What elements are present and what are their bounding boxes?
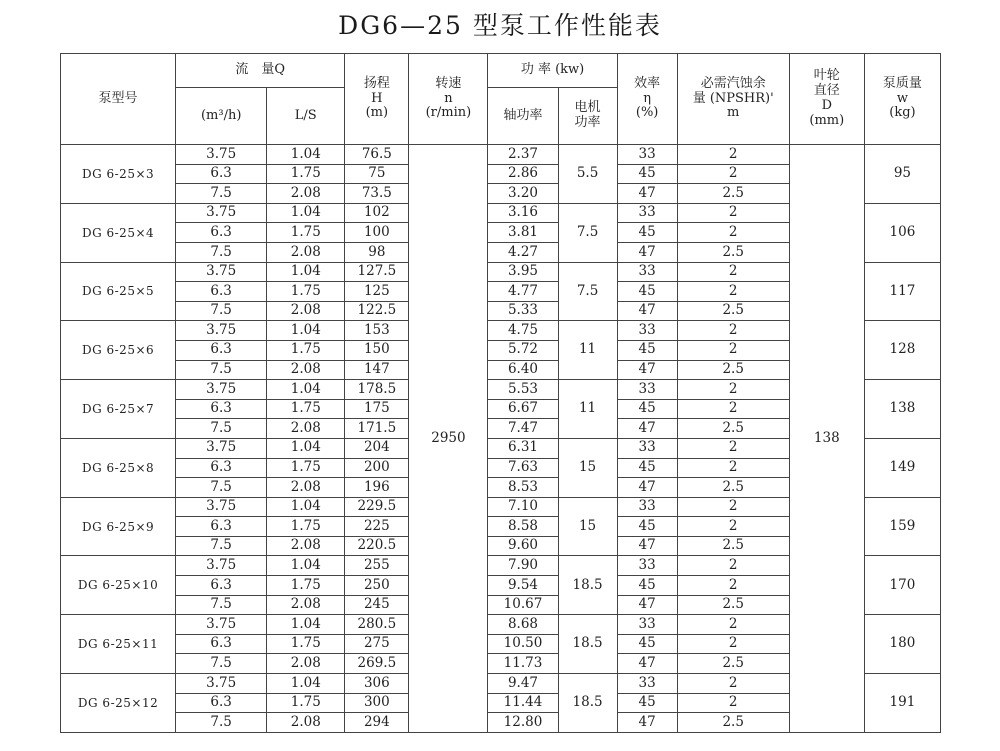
npsh-cell: 2 (677, 203, 789, 223)
efficiency-cell: 33 (617, 145, 677, 165)
npsh-cell: 2.5 (677, 242, 789, 262)
shaft-power-cell: 7.63 (488, 458, 558, 478)
header-mass (864, 54, 940, 145)
motor-power-cell: 15 (558, 438, 617, 497)
efficiency-cell: 45 (617, 164, 677, 184)
head-cell: 300 (345, 693, 409, 713)
npsh-cell: 2 (677, 438, 789, 458)
npsh-cell: 2 (677, 517, 789, 537)
flow-m3h-cell: 3.75 (176, 556, 267, 576)
mass-cell: 170 (864, 556, 940, 615)
mass-cell: 159 (864, 497, 940, 556)
efficiency-cell: 45 (617, 634, 677, 654)
npsh-cell: 2.5 (677, 419, 789, 439)
head-cell: 76.5 (345, 145, 409, 165)
npsh-cell: 2 (677, 340, 789, 360)
flow-ls-cell: 1.04 (267, 497, 345, 517)
efficiency-cell: 33 (617, 556, 677, 576)
npsh-cell: 2 (677, 321, 789, 341)
flow-m3h-cell: 7.5 (176, 242, 267, 262)
npsh-cell: 2 (677, 576, 789, 596)
shaft-power-cell: 2.86 (488, 164, 558, 184)
npsh-cell: 2.5 (677, 536, 789, 556)
npsh-cell: 2 (677, 282, 789, 302)
flow-ls-cell: 1.04 (267, 674, 345, 694)
header-efficiency (617, 54, 677, 145)
flow-ls-cell: 1.75 (267, 634, 345, 654)
flow-ls-cell: 1.04 (267, 321, 345, 341)
head-cell: 127.5 (345, 262, 409, 282)
motor-power-cell: 15 (558, 497, 617, 556)
header-power: 功 率 (kw) (488, 54, 617, 88)
header-npsh-line3: m (727, 105, 740, 121)
head-cell: 250 (345, 576, 409, 596)
shaft-power-cell: 11.44 (488, 693, 558, 713)
flow-m3h-cell: 6.3 (176, 693, 267, 713)
flow-ls-cell: 2.08 (267, 536, 345, 556)
header-efficiency-line2: η (643, 90, 652, 106)
head-cell: 200 (345, 458, 409, 478)
efficiency-cell: 33 (617, 497, 677, 517)
mass-cell: 128 (864, 321, 940, 380)
header-impeller-line2: 直径 (813, 83, 840, 99)
motor-power-cell: 11 (558, 380, 617, 439)
npsh-cell: 2 (677, 145, 789, 165)
head-cell: 294 (345, 713, 409, 733)
header-head (345, 54, 409, 145)
shaft-power-cell: 4.77 (488, 282, 558, 302)
flow-m3h-cell: 3.75 (176, 145, 267, 165)
efficiency-cell: 45 (617, 340, 677, 360)
head-cell: 245 (345, 595, 409, 615)
shaft-power-cell: 6.67 (488, 399, 558, 419)
header-head-line1: 扬程 (363, 75, 390, 91)
npsh-cell: 2 (677, 262, 789, 282)
shaft-power-cell: 5.33 (488, 301, 558, 321)
flow-m3h-cell: 6.3 (176, 458, 267, 478)
header-flow-ls: L/S (267, 88, 345, 145)
npsh-cell: 2 (677, 458, 789, 478)
header-mass-line1: 泵质量 (882, 75, 922, 91)
shaft-power-cell: 7.90 (488, 556, 558, 576)
flow-ls-cell: 1.75 (267, 517, 345, 537)
mass-cell: 191 (864, 674, 940, 733)
shaft-power-cell: 7.47 (488, 419, 558, 439)
header-head-line3: (m) (365, 105, 389, 121)
mass-cell: 106 (864, 203, 940, 262)
flow-m3h-cell: 3.75 (176, 674, 267, 694)
head-cell: 73.5 (345, 184, 409, 204)
head-cell: 196 (345, 478, 409, 498)
flow-ls-cell: 1.04 (267, 145, 345, 165)
shaft-power-cell: 8.68 (488, 615, 558, 635)
mass-cell: 149 (864, 438, 940, 497)
efficiency-cell: 45 (617, 282, 677, 302)
flow-ls-cell: 1.04 (267, 615, 345, 635)
flow-m3h-cell: 7.5 (176, 595, 267, 615)
mass-cell: 180 (864, 615, 940, 674)
npsh-cell: 2.5 (677, 301, 789, 321)
efficiency-cell: 47 (617, 184, 677, 204)
head-cell: 306 (345, 674, 409, 694)
efficiency-cell: 47 (617, 478, 677, 498)
header-speed-line2: n (444, 90, 453, 106)
header-flow: 流 量Q (176, 54, 345, 88)
head-cell: 269.5 (345, 654, 409, 674)
header-npsh-line1: 必需汽蚀余 (700, 75, 766, 91)
head-cell: 220.5 (345, 536, 409, 556)
model-cell: DG 6-25×11 (61, 615, 176, 674)
model-cell: DG 6-25×6 (61, 321, 176, 380)
header-npsh-line2: 量 (NPSHR)' (692, 90, 774, 106)
efficiency-cell: 47 (617, 595, 677, 615)
header-npsh (677, 54, 789, 145)
efficiency-cell: 47 (617, 242, 677, 262)
flow-m3h-cell: 6.3 (176, 399, 267, 419)
flow-ls-cell: 2.08 (267, 419, 345, 439)
flow-m3h-cell: 6.3 (176, 223, 267, 243)
page-title: DG6—25 型泵工作性能表 (338, 11, 662, 40)
flow-m3h-cell: 7.5 (176, 184, 267, 204)
flow-m3h-cell: 3.75 (176, 321, 267, 341)
model-cell: DG 6-25×3 (61, 145, 176, 204)
head-cell: 150 (345, 340, 409, 360)
flow-m3h-cell: 3.75 (176, 438, 267, 458)
motor-power-cell: 5.5 (558, 145, 617, 204)
efficiency-cell: 47 (617, 713, 677, 733)
flow-m3h-cell: 6.3 (176, 282, 267, 302)
flow-m3h-cell: 7.5 (176, 360, 267, 380)
npsh-cell: 2 (677, 399, 789, 419)
head-cell: 255 (345, 556, 409, 576)
impeller-cell: 138 (789, 145, 864, 733)
model-cell: DG 6-25×7 (61, 380, 176, 439)
mass-cell: 95 (864, 145, 940, 204)
header-motor-power-line1: 电机 (574, 100, 601, 116)
flow-ls-cell: 1.04 (267, 380, 345, 400)
mass-cell: 138 (864, 380, 940, 439)
header-flow-m3h: (m³/h) (176, 88, 267, 145)
head-cell: 175 (345, 399, 409, 419)
flow-m3h-cell: 6.3 (176, 517, 267, 537)
flow-ls-cell: 1.04 (267, 262, 345, 282)
shaft-power-cell: 3.20 (488, 184, 558, 204)
header-impeller (789, 54, 864, 145)
flow-ls-cell: 2.08 (267, 654, 345, 674)
head-cell: 147 (345, 360, 409, 380)
table-body (61, 145, 941, 733)
flow-ls-cell: 1.75 (267, 282, 345, 302)
motor-power-cell: 11 (558, 321, 617, 380)
flow-m3h-cell: 7.5 (176, 419, 267, 439)
flow-m3h-cell: 3.75 (176, 262, 267, 282)
flow-m3h-cell: 3.75 (176, 497, 267, 517)
efficiency-cell: 47 (617, 419, 677, 439)
head-cell: 171.5 (345, 419, 409, 439)
flow-m3h-cell: 7.5 (176, 301, 267, 321)
shaft-power-cell: 3.16 (488, 203, 558, 223)
shaft-power-cell: 5.72 (488, 340, 558, 360)
efficiency-cell: 33 (617, 380, 677, 400)
shaft-power-cell: 3.81 (488, 223, 558, 243)
efficiency-cell: 45 (617, 223, 677, 243)
header-impeller-line4: (mm) (809, 112, 845, 128)
flow-ls-cell: 1.75 (267, 223, 345, 243)
header-speed (409, 54, 488, 145)
model-cell: DG 6-25×8 (61, 438, 176, 497)
head-cell: 125 (345, 282, 409, 302)
shaft-power-cell: 10.67 (488, 595, 558, 615)
head-cell: 98 (345, 242, 409, 262)
efficiency-cell: 33 (617, 321, 677, 341)
head-cell: 225 (345, 517, 409, 537)
npsh-cell: 2 (677, 164, 789, 184)
npsh-cell: 2 (677, 674, 789, 694)
head-cell: 102 (345, 203, 409, 223)
npsh-cell: 2 (677, 380, 789, 400)
head-cell: 153 (345, 321, 409, 341)
head-cell: 280.5 (345, 615, 409, 635)
head-cell: 75 (345, 164, 409, 184)
npsh-cell: 2.5 (677, 713, 789, 733)
efficiency-cell: 45 (617, 517, 677, 537)
shaft-power-cell: 8.58 (488, 517, 558, 537)
shaft-power-cell: 10.50 (488, 634, 558, 654)
header-speed-line3: (r/min) (425, 105, 472, 121)
flow-ls-cell: 1.75 (267, 340, 345, 360)
header-speed-line1: 转速 (435, 75, 462, 91)
motor-power-cell: 18.5 (558, 615, 617, 674)
flow-ls-cell: 2.08 (267, 360, 345, 380)
header-mass-line2: w (896, 90, 908, 106)
npsh-cell: 2 (677, 556, 789, 576)
flow-ls-cell: 2.08 (267, 184, 345, 204)
shaft-power-cell: 9.60 (488, 536, 558, 556)
efficiency-cell: 45 (617, 576, 677, 596)
efficiency-cell: 45 (617, 399, 677, 419)
flow-m3h-cell: 3.75 (176, 615, 267, 635)
motor-power-cell: 18.5 (558, 556, 617, 615)
efficiency-cell: 33 (617, 674, 677, 694)
efficiency-cell: 33 (617, 262, 677, 282)
npsh-cell: 2 (677, 615, 789, 635)
efficiency-cell: 45 (617, 693, 677, 713)
performance-table (60, 53, 941, 733)
header-head-line2: H (371, 90, 383, 106)
head-cell: 122.5 (345, 301, 409, 321)
model-cell: DG 6-25×4 (61, 203, 176, 262)
flow-m3h-cell: 3.75 (176, 380, 267, 400)
npsh-cell: 2.5 (677, 654, 789, 674)
flow-m3h-cell: 7.5 (176, 713, 267, 733)
flow-ls-cell: 1.75 (267, 693, 345, 713)
header-impeller-line3: D (821, 98, 833, 113)
motor-power-cell: 18.5 (558, 674, 617, 733)
efficiency-cell: 47 (617, 654, 677, 674)
shaft-power-cell: 5.53 (488, 380, 558, 400)
mass-cell: 117 (864, 262, 940, 321)
header-impeller-line1: 叶轮 (813, 68, 840, 84)
head-cell: 229.5 (345, 497, 409, 517)
shaft-power-cell: 4.27 (488, 242, 558, 262)
table-row (61, 145, 941, 165)
efficiency-cell: 47 (617, 301, 677, 321)
motor-power-cell: 7.5 (558, 203, 617, 262)
npsh-cell: 2.5 (677, 184, 789, 204)
flow-ls-cell: 2.08 (267, 478, 345, 498)
npsh-cell: 2 (677, 693, 789, 713)
model-cell: DG 6-25×9 (61, 497, 176, 556)
head-cell: 275 (345, 634, 409, 654)
header-mass-line3: (kg) (889, 105, 916, 121)
shaft-power-cell: 4.75 (488, 321, 558, 341)
head-cell: 204 (345, 438, 409, 458)
shaft-power-cell: 2.37 (488, 145, 558, 165)
shaft-power-cell: 11.73 (488, 654, 558, 674)
shaft-power-cell: 12.80 (488, 713, 558, 733)
shaft-power-cell: 9.54 (488, 576, 558, 596)
flow-m3h-cell: 7.5 (176, 536, 267, 556)
header-motor-power (558, 88, 617, 145)
model-cell: DG 6-25×5 (61, 262, 176, 321)
flow-ls-cell: 2.08 (267, 242, 345, 262)
flow-ls-cell: 1.04 (267, 438, 345, 458)
efficiency-cell: 47 (617, 536, 677, 556)
header-shaft-power: 轴功率 (488, 88, 558, 145)
efficiency-cell: 47 (617, 360, 677, 380)
npsh-cell: 2.5 (677, 595, 789, 615)
flow-m3h-cell: 6.3 (176, 576, 267, 596)
npsh-cell: 2 (677, 634, 789, 654)
efficiency-cell: 33 (617, 203, 677, 223)
npsh-cell: 2.5 (677, 478, 789, 498)
flow-ls-cell: 2.08 (267, 713, 345, 733)
flow-m3h-cell: 6.3 (176, 164, 267, 184)
shaft-power-cell: 6.31 (488, 438, 558, 458)
header-efficiency-line3: (%) (635, 105, 659, 121)
npsh-cell: 2 (677, 223, 789, 243)
flow-m3h-cell: 6.3 (176, 340, 267, 360)
header-model: 泵型号 (61, 54, 176, 145)
npsh-cell: 2 (677, 497, 789, 517)
flow-m3h-cell: 7.5 (176, 478, 267, 498)
shaft-power-cell: 7.10 (488, 497, 558, 517)
header-efficiency-line1: 效率 (634, 75, 661, 91)
head-cell: 178.5 (345, 380, 409, 400)
shaft-power-cell: 6.40 (488, 360, 558, 380)
shaft-power-cell: 8.53 (488, 478, 558, 498)
flow-m3h-cell: 6.3 (176, 634, 267, 654)
efficiency-cell: 33 (617, 615, 677, 635)
shaft-power-cell: 3.95 (488, 262, 558, 282)
flow-ls-cell: 2.08 (267, 301, 345, 321)
shaft-power-cell: 9.47 (488, 674, 558, 694)
flow-m3h-cell: 7.5 (176, 654, 267, 674)
header-motor-power-line2: 功率 (574, 115, 601, 130)
flow-ls-cell: 1.75 (267, 164, 345, 184)
speed-cell: 2950 (409, 145, 488, 733)
motor-power-cell: 7.5 (558, 262, 617, 321)
flow-ls-cell: 1.75 (267, 576, 345, 596)
flow-ls-cell: 1.04 (267, 203, 345, 223)
head-cell: 100 (345, 223, 409, 243)
efficiency-cell: 33 (617, 438, 677, 458)
flow-ls-cell: 2.08 (267, 595, 345, 615)
flow-ls-cell: 1.04 (267, 556, 345, 576)
efficiency-cell: 45 (617, 458, 677, 478)
flow-ls-cell: 1.75 (267, 458, 345, 478)
npsh-cell: 2.5 (677, 360, 789, 380)
flow-ls-cell: 1.75 (267, 399, 345, 419)
flow-m3h-cell: 3.75 (176, 203, 267, 223)
model-cell: DG 6-25×10 (61, 556, 176, 615)
model-cell: DG 6-25×12 (61, 674, 176, 733)
